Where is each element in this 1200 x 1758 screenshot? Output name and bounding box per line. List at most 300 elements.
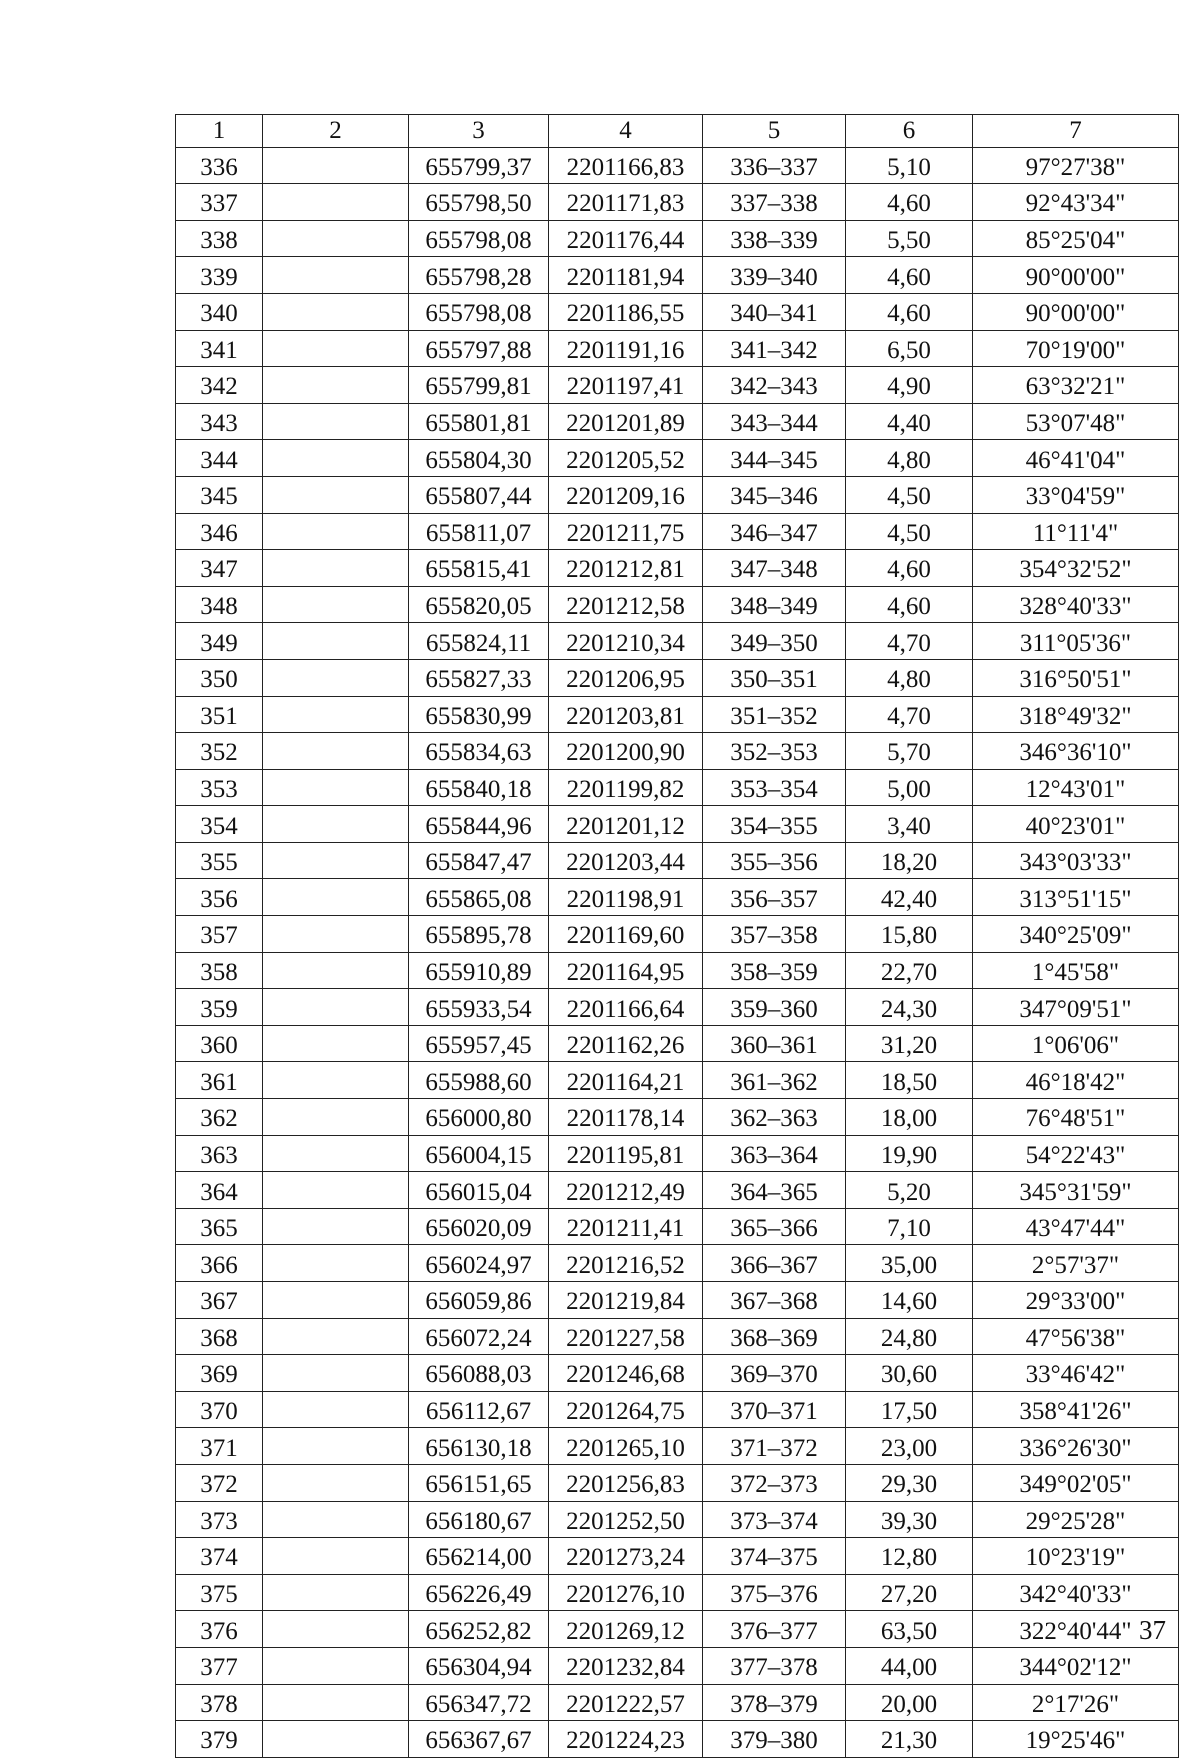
table-row — [176, 623, 1179, 660]
point-number-cell: 356 — [176, 879, 263, 916]
segment-cell: 369–370 — [703, 1355, 846, 1392]
bearing-cell: 85°25'04" — [973, 220, 1179, 257]
point-number-cell: 339 — [176, 257, 263, 294]
length-cell: 27,20 — [846, 1574, 973, 1611]
table-row — [176, 989, 1179, 1026]
y-coordinate-cell: 2201212,81 — [549, 550, 703, 587]
table-row — [176, 696, 1179, 733]
length-cell: 20,00 — [846, 1684, 973, 1721]
table-row — [176, 1611, 1179, 1648]
y-coordinate-cell: 2201265,10 — [549, 1428, 703, 1465]
table-row — [176, 659, 1179, 696]
table-row — [176, 952, 1179, 989]
table-header-row — [176, 115, 1179, 148]
column-header: 4 — [549, 115, 703, 148]
column-header: 5 — [703, 115, 846, 148]
y-coordinate-cell: 2201195,81 — [549, 1135, 703, 1172]
length-cell: 24,80 — [846, 1318, 973, 1355]
y-coordinate-cell: 2201186,55 — [549, 293, 703, 330]
y-coordinate-cell: 2201256,83 — [549, 1464, 703, 1501]
x-coordinate-cell: 655798,08 — [409, 220, 549, 257]
bearing-cell: 70°19'00" — [973, 330, 1179, 367]
bearing-cell: 318°49'32" — [973, 696, 1179, 733]
length-cell: 4,60 — [846, 550, 973, 587]
x-coordinate-cell: 656112,67 — [409, 1391, 549, 1428]
bearing-cell: 90°00'00" — [973, 257, 1179, 294]
y-coordinate-cell: 2201219,84 — [549, 1282, 703, 1319]
table-row — [176, 1538, 1179, 1575]
segment-cell: 350–351 — [703, 659, 846, 696]
segment-cell: 346–347 — [703, 513, 846, 550]
point-number-cell: 361 — [176, 1062, 263, 1099]
empty-cell — [263, 220, 409, 257]
x-coordinate-cell: 655801,81 — [409, 403, 549, 440]
table-row — [176, 1318, 1179, 1355]
bearing-cell: 347°09'51" — [973, 989, 1179, 1026]
x-coordinate-cell: 655865,08 — [409, 879, 549, 916]
y-coordinate-cell: 2201181,94 — [549, 257, 703, 294]
empty-cell — [263, 733, 409, 770]
y-coordinate-cell: 2201224,23 — [549, 1721, 703, 1758]
bearing-cell: 349°02'05" — [973, 1464, 1179, 1501]
segment-cell: 377–378 — [703, 1647, 846, 1684]
page-number: 37 — [1139, 1615, 1166, 1645]
segment-cell: 355–356 — [703, 842, 846, 879]
x-coordinate-cell: 655799,81 — [409, 367, 549, 404]
table-row — [176, 1025, 1179, 1062]
empty-cell — [263, 1025, 409, 1062]
bearing-cell: 328°40'33" — [973, 586, 1179, 623]
y-coordinate-cell: 2201176,44 — [549, 220, 703, 257]
length-cell: 14,60 — [846, 1282, 973, 1319]
x-coordinate-cell: 655834,63 — [409, 733, 549, 770]
length-cell: 4,90 — [846, 367, 973, 404]
x-coordinate-cell: 655895,78 — [409, 916, 549, 953]
segment-cell: 365–366 — [703, 1208, 846, 1245]
y-coordinate-cell: 2201216,52 — [549, 1245, 703, 1282]
bearing-cell: 313°51'15" — [973, 879, 1179, 916]
table-row — [176, 1721, 1179, 1758]
point-number-cell: 351 — [176, 696, 263, 733]
point-number-cell: 368 — [176, 1318, 263, 1355]
segment-cell: 361–362 — [703, 1062, 846, 1099]
y-coordinate-cell: 2201264,75 — [549, 1391, 703, 1428]
y-coordinate-cell: 2201269,12 — [549, 1611, 703, 1648]
segment-cell: 341–342 — [703, 330, 846, 367]
empty-cell — [263, 1501, 409, 1538]
x-coordinate-cell: 656072,24 — [409, 1318, 549, 1355]
x-coordinate-cell: 655798,28 — [409, 257, 549, 294]
table-row — [176, 1391, 1179, 1428]
y-coordinate-cell: 2201276,10 — [549, 1574, 703, 1611]
length-cell: 18,50 — [846, 1062, 973, 1099]
y-coordinate-cell: 2201191,16 — [549, 330, 703, 367]
table-row — [176, 1464, 1179, 1501]
bearing-cell: 1°45'58" — [973, 952, 1179, 989]
bearing-cell: 354°32'52" — [973, 550, 1179, 587]
table-row — [176, 1428, 1179, 1465]
table-row — [176, 440, 1179, 477]
point-number-cell: 342 — [176, 367, 263, 404]
segment-cell: 371–372 — [703, 1428, 846, 1465]
y-coordinate-cell: 2201206,95 — [549, 659, 703, 696]
segment-cell: 370–371 — [703, 1391, 846, 1428]
table-row — [176, 806, 1179, 843]
length-cell: 4,60 — [846, 257, 973, 294]
length-cell: 21,30 — [846, 1721, 973, 1758]
length-cell: 4,60 — [846, 586, 973, 623]
y-coordinate-cell: 2201200,90 — [549, 733, 703, 770]
bearing-cell: 2°17'26" — [973, 1684, 1179, 1721]
point-number-cell: 378 — [176, 1684, 263, 1721]
empty-cell — [263, 952, 409, 989]
x-coordinate-cell: 656347,72 — [409, 1684, 549, 1721]
y-coordinate-cell: 2201210,34 — [549, 623, 703, 660]
length-cell: 30,60 — [846, 1355, 973, 1392]
empty-cell — [263, 769, 409, 806]
x-coordinate-cell: 655910,89 — [409, 952, 549, 989]
segment-cell: 375–376 — [703, 1574, 846, 1611]
y-coordinate-cell: 2201232,84 — [549, 1647, 703, 1684]
length-cell: 4,50 — [846, 513, 973, 550]
length-cell: 4,80 — [846, 659, 973, 696]
bearing-cell: 29°25'28" — [973, 1501, 1179, 1538]
table-row — [176, 476, 1179, 513]
table-row — [176, 769, 1179, 806]
length-cell: 3,40 — [846, 806, 973, 843]
empty-cell — [263, 1721, 409, 1758]
table-row — [176, 916, 1179, 953]
empty-cell — [263, 1318, 409, 1355]
point-number-cell: 345 — [176, 476, 263, 513]
table-row — [176, 879, 1179, 916]
y-coordinate-cell: 2201227,58 — [549, 1318, 703, 1355]
point-number-cell: 359 — [176, 989, 263, 1026]
table-row — [176, 220, 1179, 257]
bearing-cell: 345°31'59" — [973, 1172, 1179, 1209]
segment-cell: 351–352 — [703, 696, 846, 733]
table-row — [176, 513, 1179, 550]
bearing-cell: 10°23'19" — [973, 1538, 1179, 1575]
point-number-cell: 360 — [176, 1025, 263, 1062]
y-coordinate-cell: 2201252,50 — [549, 1501, 703, 1538]
empty-cell — [263, 916, 409, 953]
segment-cell: 362–363 — [703, 1099, 846, 1136]
point-number-cell: 370 — [176, 1391, 263, 1428]
point-number-cell: 371 — [176, 1428, 263, 1465]
x-coordinate-cell: 655815,41 — [409, 550, 549, 587]
point-number-cell: 350 — [176, 659, 263, 696]
bearing-cell: 47°56'38" — [973, 1318, 1179, 1355]
segment-cell: 336–337 — [703, 147, 846, 184]
empty-cell — [263, 440, 409, 477]
length-cell: 12,80 — [846, 1538, 973, 1575]
length-cell: 4,80 — [846, 440, 973, 477]
point-number-cell: 367 — [176, 1282, 263, 1319]
x-coordinate-cell: 655827,33 — [409, 659, 549, 696]
point-number-cell: 346 — [176, 513, 263, 550]
segment-cell: 339–340 — [703, 257, 846, 294]
x-coordinate-cell: 656226,49 — [409, 1574, 549, 1611]
y-coordinate-cell: 2201166,64 — [549, 989, 703, 1026]
empty-cell — [263, 1538, 409, 1575]
length-cell: 24,30 — [846, 989, 973, 1026]
segment-cell: 358–359 — [703, 952, 846, 989]
length-cell: 4,60 — [846, 293, 973, 330]
y-coordinate-cell: 2201198,91 — [549, 879, 703, 916]
segment-cell: 373–374 — [703, 1501, 846, 1538]
empty-cell — [263, 1391, 409, 1428]
column-header: 3 — [409, 115, 549, 148]
empty-cell — [263, 367, 409, 404]
x-coordinate-cell: 655804,30 — [409, 440, 549, 477]
table-row — [176, 1062, 1179, 1099]
length-cell: 18,20 — [846, 842, 973, 879]
bearing-cell: 46°18'42" — [973, 1062, 1179, 1099]
point-number-cell: 363 — [176, 1135, 263, 1172]
table-row — [176, 733, 1179, 770]
length-cell: 15,80 — [846, 916, 973, 953]
length-cell: 4,70 — [846, 696, 973, 733]
table-row — [176, 1647, 1179, 1684]
empty-cell — [263, 330, 409, 367]
x-coordinate-cell: 656015,04 — [409, 1172, 549, 1209]
point-number-cell: 352 — [176, 733, 263, 770]
segment-cell: 359–360 — [703, 989, 846, 1026]
table-row — [176, 1245, 1179, 1282]
x-coordinate-cell: 656214,00 — [409, 1538, 549, 1575]
point-number-cell: 340 — [176, 293, 263, 330]
x-coordinate-cell: 656304,94 — [409, 1647, 549, 1684]
bearing-cell: 340°25'09" — [973, 916, 1179, 953]
length-cell: 39,30 — [846, 1501, 973, 1538]
table-row — [176, 293, 1179, 330]
point-number-cell: 366 — [176, 1245, 263, 1282]
x-coordinate-cell: 656020,09 — [409, 1208, 549, 1245]
x-coordinate-cell: 656024,97 — [409, 1245, 549, 1282]
empty-cell — [263, 403, 409, 440]
bearing-cell: 43°47'44" — [973, 1208, 1179, 1245]
empty-cell — [263, 550, 409, 587]
x-coordinate-cell: 655933,54 — [409, 989, 549, 1026]
x-coordinate-cell: 656367,67 — [409, 1721, 549, 1758]
segment-cell: 364–365 — [703, 1172, 846, 1209]
x-coordinate-cell: 655807,44 — [409, 476, 549, 513]
x-coordinate-cell: 655811,07 — [409, 513, 549, 550]
length-cell: 5,70 — [846, 733, 973, 770]
segment-cell: 337–338 — [703, 184, 846, 221]
length-cell: 17,50 — [846, 1391, 973, 1428]
table-row — [176, 1355, 1179, 1392]
bearing-cell: 2°57'37" — [973, 1245, 1179, 1282]
bearing-cell: 336°26'30" — [973, 1428, 1179, 1465]
point-number-cell: 341 — [176, 330, 263, 367]
empty-cell — [263, 1647, 409, 1684]
x-coordinate-cell: 655988,60 — [409, 1062, 549, 1099]
segment-cell: 345–346 — [703, 476, 846, 513]
empty-cell — [263, 147, 409, 184]
bearing-cell: 1°06'06" — [973, 1025, 1179, 1062]
point-number-cell: 358 — [176, 952, 263, 989]
bearing-cell: 29°33'00" — [973, 1282, 1179, 1319]
point-number-cell: 369 — [176, 1355, 263, 1392]
table-row — [176, 1135, 1179, 1172]
point-number-cell: 374 — [176, 1538, 263, 1575]
empty-cell — [263, 1135, 409, 1172]
bearing-cell: 343°03'33" — [973, 842, 1179, 879]
y-coordinate-cell: 2201209,16 — [549, 476, 703, 513]
point-number-cell: 379 — [176, 1721, 263, 1758]
point-number-cell: 347 — [176, 550, 263, 587]
empty-cell — [263, 586, 409, 623]
segment-cell: 379–380 — [703, 1721, 846, 1758]
empty-cell — [263, 1208, 409, 1245]
y-coordinate-cell: 2201212,58 — [549, 586, 703, 623]
table-row — [176, 1282, 1179, 1319]
segment-cell: 376–377 — [703, 1611, 846, 1648]
empty-cell — [263, 184, 409, 221]
y-coordinate-cell: 2201197,41 — [549, 367, 703, 404]
bearing-cell: 92°43'34" — [973, 184, 1179, 221]
y-coordinate-cell: 2201211,75 — [549, 513, 703, 550]
y-coordinate-cell: 2201164,21 — [549, 1062, 703, 1099]
segment-cell: 357–358 — [703, 916, 846, 953]
length-cell: 35,00 — [846, 1245, 973, 1282]
segment-cell: 340–341 — [703, 293, 846, 330]
bearing-cell: 12°43'01" — [973, 769, 1179, 806]
length-cell: 31,20 — [846, 1025, 973, 1062]
table-row — [176, 1574, 1179, 1611]
bearing-cell: 40°23'01" — [973, 806, 1179, 843]
table-row — [176, 1208, 1179, 1245]
empty-cell — [263, 989, 409, 1026]
point-number-cell: 338 — [176, 220, 263, 257]
y-coordinate-cell: 2201166,83 — [549, 147, 703, 184]
table-row — [176, 403, 1179, 440]
segment-cell: 349–350 — [703, 623, 846, 660]
x-coordinate-cell: 655798,08 — [409, 293, 549, 330]
point-number-cell: 355 — [176, 842, 263, 879]
x-coordinate-cell: 656004,15 — [409, 1135, 549, 1172]
x-coordinate-cell: 656000,80 — [409, 1099, 549, 1136]
length-cell: 6,50 — [846, 330, 973, 367]
length-cell: 29,30 — [846, 1464, 973, 1501]
table-body — [176, 147, 1179, 1757]
table-row — [176, 550, 1179, 587]
x-coordinate-cell: 656151,65 — [409, 1464, 549, 1501]
y-coordinate-cell: 2201273,24 — [549, 1538, 703, 1575]
empty-cell — [263, 879, 409, 916]
x-coordinate-cell: 655820,05 — [409, 586, 549, 623]
point-number-cell: 343 — [176, 403, 263, 440]
length-cell: 42,40 — [846, 879, 973, 916]
point-number-cell: 362 — [176, 1099, 263, 1136]
length-cell: 4,60 — [846, 184, 973, 221]
y-coordinate-cell: 2201178,14 — [549, 1099, 703, 1136]
length-cell: 63,50 — [846, 1611, 973, 1648]
segment-cell: 354–355 — [703, 806, 846, 843]
empty-cell — [263, 1464, 409, 1501]
length-cell: 5,20 — [846, 1172, 973, 1209]
point-number-cell: 337 — [176, 184, 263, 221]
empty-cell — [263, 659, 409, 696]
point-number-cell: 365 — [176, 1208, 263, 1245]
segment-cell: 363–364 — [703, 1135, 846, 1172]
bearing-cell: 346°36'10" — [973, 733, 1179, 770]
segment-cell: 367–368 — [703, 1282, 846, 1319]
table-row — [176, 184, 1179, 221]
y-coordinate-cell: 2201203,44 — [549, 842, 703, 879]
empty-cell — [263, 696, 409, 733]
segment-cell: 348–349 — [703, 586, 846, 623]
bearing-cell: 46°41'04" — [973, 440, 1179, 477]
segment-cell: 360–361 — [703, 1025, 846, 1062]
point-number-cell: 336 — [176, 147, 263, 184]
length-cell: 18,00 — [846, 1099, 973, 1136]
length-cell: 4,40 — [846, 403, 973, 440]
length-cell: 23,00 — [846, 1428, 973, 1465]
bearing-cell: 358°41'26" — [973, 1391, 1179, 1428]
bearing-cell: 63°32'21" — [973, 367, 1179, 404]
y-coordinate-cell: 2201164,95 — [549, 952, 703, 989]
x-coordinate-cell: 656130,18 — [409, 1428, 549, 1465]
y-coordinate-cell: 2201201,12 — [549, 806, 703, 843]
empty-cell — [263, 1282, 409, 1319]
length-cell: 7,10 — [846, 1208, 973, 1245]
y-coordinate-cell: 2201162,26 — [549, 1025, 703, 1062]
bearing-cell: 322°40'44" — [973, 1611, 1179, 1648]
y-coordinate-cell: 2201169,60 — [549, 916, 703, 953]
x-coordinate-cell: 655847,47 — [409, 842, 549, 879]
empty-cell — [263, 623, 409, 660]
empty-cell — [263, 476, 409, 513]
length-cell: 5,00 — [846, 769, 973, 806]
point-number-cell: 348 — [176, 586, 263, 623]
table-row — [176, 1099, 1179, 1136]
table-row — [176, 842, 1179, 879]
empty-cell — [263, 806, 409, 843]
point-number-cell: 373 — [176, 1501, 263, 1538]
x-coordinate-cell: 655799,37 — [409, 147, 549, 184]
x-coordinate-cell: 655844,96 — [409, 806, 549, 843]
coordinates-table — [175, 114, 1179, 1758]
length-cell: 19,90 — [846, 1135, 973, 1172]
empty-cell — [263, 1428, 409, 1465]
point-number-cell: 349 — [176, 623, 263, 660]
segment-cell: 338–339 — [703, 220, 846, 257]
empty-cell — [263, 842, 409, 879]
length-cell: 22,70 — [846, 952, 973, 989]
bearing-cell: 90°00'00" — [973, 293, 1179, 330]
empty-cell — [263, 257, 409, 294]
point-number-cell: 357 — [176, 916, 263, 953]
bearing-cell: 19°25'46" — [973, 1721, 1179, 1758]
segment-cell: 347–348 — [703, 550, 846, 587]
empty-cell — [263, 1172, 409, 1209]
y-coordinate-cell: 2201201,89 — [549, 403, 703, 440]
length-cell: 4,70 — [846, 623, 973, 660]
empty-cell — [263, 1245, 409, 1282]
y-coordinate-cell: 2201199,82 — [549, 769, 703, 806]
segment-cell: 372–373 — [703, 1464, 846, 1501]
table-row — [176, 1172, 1179, 1209]
point-number-cell: 353 — [176, 769, 263, 806]
table-row — [176, 1501, 1179, 1538]
length-cell: 44,00 — [846, 1647, 973, 1684]
column-header: 6 — [846, 115, 973, 148]
x-coordinate-cell: 655798,50 — [409, 184, 549, 221]
x-coordinate-cell: 655957,45 — [409, 1025, 549, 1062]
